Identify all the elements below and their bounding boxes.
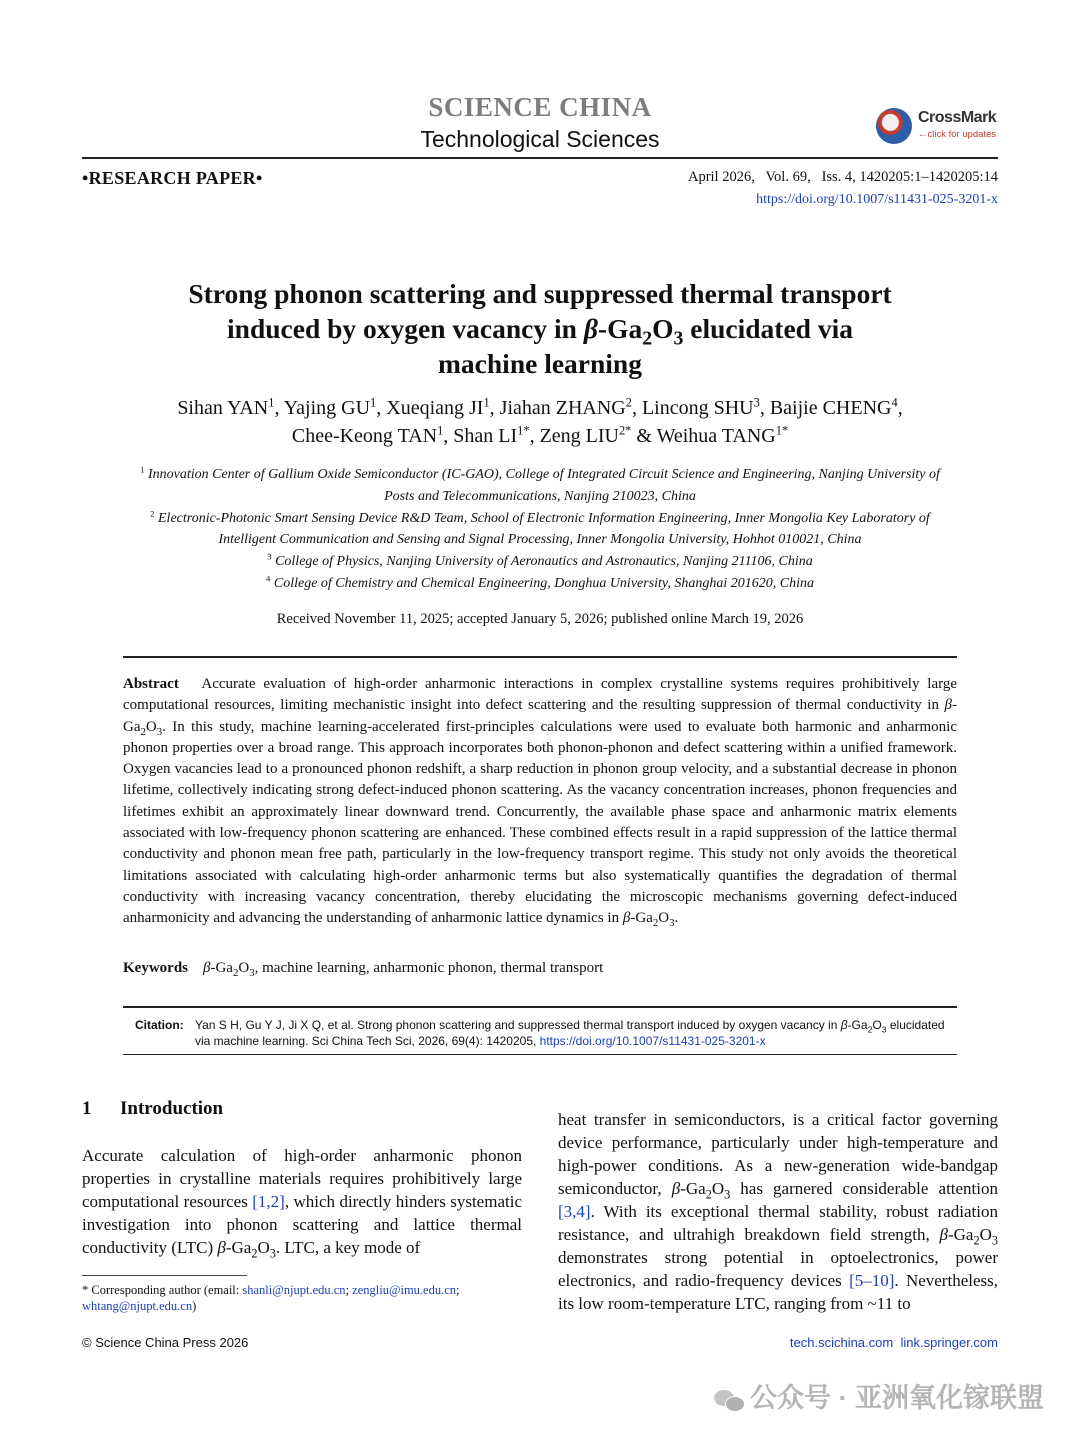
received-dates: Received November 11, 2025; accepted January 5, 2026; published online March 19, 2026	[276, 611, 804, 627]
section-number: 1	[82, 1098, 92, 1119]
affiliation-marker: 1	[268, 395, 275, 410]
beta-symbol: β	[944, 697, 952, 714]
chem-formula	[939, 1225, 998, 1248]
author-name: Lincong SHU	[641, 397, 754, 419]
affiliation-text: Electronic-Photonic Smart Sensing Device R&D Team, School of Electronic Information Engineering, Inner Mongolia Key Laboratory of	[158, 510, 930, 526]
chem-part: -Ga	[123, 697, 957, 735]
author-name: Weihua TANG	[656, 425, 776, 447]
crossmark-subtitle: ←click for updates	[918, 129, 997, 140]
affiliation-marker: 2	[625, 395, 632, 410]
abstract-rule	[123, 656, 957, 658]
subscript: 3	[669, 917, 675, 930]
abstract-text: Accurate evaluation of high-order anharmonic interactions in complex crystalline systems requires prohibitively large computational resources, limiting mechanistic insight into defect scattering and the resulting suppression of thermal conductivity in	[123, 676, 957, 714]
footer-link-springer[interactable]: link.springer.com	[900, 1335, 998, 1350]
chem-part: O	[145, 718, 157, 735]
beta-symbol: β	[203, 960, 211, 976]
citation-box	[135, 1017, 955, 1049]
title-line-2	[100, 311, 980, 350]
body-text: . LTC, a key mode of	[275, 1238, 421, 1257]
watermark	[714, 1376, 1044, 1415]
section-title: Introduction	[120, 1098, 224, 1119]
citation-part: elucidated via machine learning. Sci China Tech Sci, 2026, 69(4): 1420205,	[195, 1018, 945, 1048]
affiliation-item	[110, 551, 970, 573]
footer-links	[790, 1335, 998, 1350]
keywords-label: Keywords	[123, 960, 188, 976]
subscript: 2	[867, 1024, 873, 1035]
author-list	[100, 394, 980, 450]
affiliation-item	[110, 508, 970, 530]
chem-part: -Ga	[630, 910, 653, 927]
affiliation-number: 1	[140, 464, 145, 475]
body-text: . With its exceptional thermal stability, robust radiation resistance, and ultrahigh breakdown field strength,	[558, 1202, 998, 1244]
intro-column-right	[558, 1108, 998, 1315]
subscript: 3	[991, 1233, 998, 1248]
subscript: 2	[705, 1187, 712, 1202]
keywords-text: , machine learning, anharmonic phonon, thermal transport	[254, 960, 604, 976]
body-text: demonstrates strong potential in optoelectronics, power electronics, and radio-frequency devices	[558, 1248, 998, 1290]
intro-column-left	[82, 1144, 522, 1259]
subscript: 3	[881, 1024, 887, 1035]
author-separator: ,	[376, 397, 387, 419]
body-text: heat transfer in semiconductors, is a critical factor governing device performance, particularly under high-temperature and high-power conditions. As a new-generation wide-bandgap semiconductor,	[558, 1110, 998, 1198]
beta-symbol: β	[583, 313, 598, 344]
title-text: O	[652, 313, 674, 344]
affiliation-marker: 3	[753, 395, 760, 410]
crossmark-icon	[876, 108, 912, 144]
abstract-label: Abstract	[123, 676, 179, 692]
affiliation-marker: 1*	[775, 423, 789, 438]
chem-formula	[840, 1018, 887, 1035]
affiliation-number: 2	[150, 507, 155, 518]
affiliation-text: Posts and Telecommunications, Nanjing 210023, China	[384, 488, 696, 504]
citation-part: Yan S H, Gu Y J, Ji X Q, et al. Strong phonon scattering and suppressed thermal transport induced by oxygen vacancy in	[195, 1018, 841, 1032]
email-link[interactable]: shanli@njupt.edu.cn	[242, 1283, 346, 1297]
affiliation-text: College of Physics, Nanjing University of Aeronautics and Astronautics, Nanjing 211106, China	[275, 554, 813, 570]
title-text: elucidated via	[683, 313, 853, 344]
title-text: -Ga	[597, 313, 643, 344]
affiliation-item	[110, 573, 970, 595]
watermark-text: 公众号 · 亚洲氧化镓联盟	[750, 1383, 1044, 1413]
chem-part: O	[711, 1179, 725, 1198]
subscript: 2	[652, 917, 659, 930]
subscript: 3	[724, 1187, 731, 1202]
body-text: , which directly hinders systematic investigation into phonon scattering and lattice thermal conductivity (LTC)	[82, 1192, 522, 1257]
citation-rule-bottom	[123, 1054, 957, 1055]
subscript: 3	[673, 327, 684, 350]
beta-symbol: β	[622, 910, 631, 927]
keywords	[123, 960, 957, 977]
affiliation-text: Intelligent Communication and Sensing and Signal Processing, Inner Mongolia University, Hohhot 010021, China	[218, 532, 862, 548]
reference-link[interactable]: [5–10]	[849, 1271, 895, 1290]
author-name: Xueqiang JI	[386, 397, 484, 419]
chem-part: -Ga	[210, 960, 233, 976]
footnote-text: ;	[456, 1283, 460, 1297]
copyright: © Science China Press 2026	[82, 1335, 249, 1350]
wechat-icon	[714, 1388, 744, 1412]
affiliation-marker: 1	[370, 395, 377, 410]
subscript: 3	[249, 967, 255, 979]
chem-part: -Ga	[947, 1225, 974, 1244]
affiliation-marker: 1	[483, 395, 490, 410]
abstract-text: . In this study, machine learning-accelerated first-principles calculations were used to evaluate both harmonic and anharmonic phonon properties over a broad range. This approach incorporates both phonon-phonon and defect scattering within a unified framework. Oxygen vacancies lead to a pronounced phonon redshift, a sharp reduction in phonon group velocity, and a substantial decrease in phonon lifetime, collectively indicating strong defect-induced phonon scattering. As the vacancy concentration increases, phonon frequencies and lifetimes exhibit an approximately linear downward trend. Concurrently, the available phase space and anharmonic matrix elements associated with low-frequency phonon scattering are enhanced. These combined effects result in a rapid suppression of the lattice thermal conductivity and phonon mean free path, particularly in the low-frequency transport regime. This study not only avoids the theoretical limitations associated with calculating high-order anharmonic terms but also systematically quantifies the degradation of thermal conductivity with increasing vacancy concentration, thereby elucidating the microscopic mechanisms governing defect-induced anharmonicity and advancing the understanding of anharmonic lattice dynamics in	[123, 718, 957, 927]
title-line-1: Strong phonon scattering and suppressed thermal transport	[188, 278, 892, 309]
author-line-1	[100, 394, 980, 422]
issue-info: April 2026, Vol. 69, Iss. 4, 1420205:1–1420205:14	[687, 169, 998, 185]
reference-link[interactable]: [3,4]	[558, 1202, 591, 1221]
author-separator: ,	[489, 397, 500, 419]
body-text: has garnered considerable attention	[730, 1179, 999, 1198]
paper-title	[100, 276, 980, 381]
abstract-text: .	[674, 910, 679, 927]
beta-symbol: β	[939, 1225, 948, 1244]
subscript: 2	[140, 725, 146, 738]
subscript: 2	[251, 1246, 258, 1261]
title-line-3: machine learning	[438, 348, 642, 379]
email-link[interactable]: whtang@njupt.edu.cn	[82, 1299, 193, 1313]
author-name: Chee-Keong TAN	[291, 425, 438, 447]
author-name: Jiahan ZHANG	[499, 397, 626, 419]
affiliation-marker: 1	[437, 423, 444, 438]
title-text: induced by oxygen vacancy in	[227, 313, 584, 344]
crossmark-badge[interactable]	[876, 106, 1006, 148]
corresponding-author-footnote	[82, 1282, 522, 1314]
footnote-rule	[82, 1275, 247, 1276]
chem-part: O	[658, 910, 670, 927]
section-heading	[82, 1098, 223, 1120]
citation-doi-link[interactable]: https://doi.org/10.1007/s11431-025-3201-x	[539, 1034, 766, 1048]
affiliation-number: 3	[267, 551, 272, 562]
chem-part: -Ga	[225, 1238, 252, 1257]
affiliation-marker: 2*	[618, 423, 632, 438]
affiliation-text: College of Chemistry and Chemical Engineering, Donghua University, Shanghai 201620, China	[273, 575, 814, 591]
affiliation-marker: 1*	[517, 423, 530, 438]
author-separator: ,	[529, 425, 540, 447]
footnote-text: * Corresponding author (email:	[82, 1283, 243, 1297]
author-separator: ,	[631, 397, 642, 419]
chem-formula	[622, 910, 675, 930]
paper-type: •RESEARCH PAPER•	[82, 168, 263, 188]
email-link[interactable]: zengliu@imu.edu.cn	[352, 1283, 457, 1297]
journal-subtitle: Technological Sciences	[420, 126, 660, 152]
beta-symbol: β	[217, 1238, 226, 1257]
author-name: Baijie CHENG	[769, 397, 892, 419]
subscript: 2	[973, 1233, 980, 1248]
footnote-text: ;	[345, 1283, 353, 1297]
chem-part: O	[979, 1225, 992, 1244]
chem-part: -Ga	[680, 1179, 706, 1198]
author-line-2	[100, 422, 980, 450]
footnote-text: )	[192, 1299, 197, 1313]
chem-part: O	[257, 1238, 270, 1257]
chem-formula	[203, 960, 255, 979]
beta-symbol: β	[840, 1018, 848, 1032]
doi-link-text[interactable]: https://doi.org/10.1007/s11431-025-3201-x	[756, 192, 998, 207]
author-separator: &	[631, 425, 657, 447]
chem-part: -Ga	[847, 1018, 868, 1032]
doi-link[interactable]	[756, 192, 998, 208]
header-rule	[82, 157, 998, 159]
footer-link-tech[interactable]: tech.scichina.com	[789, 1335, 894, 1350]
crossmark-title: CrossMark	[918, 109, 997, 126]
journal-name: SCIENCE CHINA	[428, 92, 652, 122]
author-separator: ,	[443, 425, 454, 447]
author-name: Zeng LIU	[539, 425, 619, 447]
beta-symbol: β	[671, 1179, 681, 1198]
chem-formula	[671, 1179, 731, 1202]
affiliation-list	[110, 464, 970, 595]
author-separator: ,	[274, 397, 284, 419]
author-name: Yajing GU	[283, 397, 371, 419]
chem-formula	[217, 1238, 276, 1261]
author-separator: ,	[759, 397, 770, 419]
chem-part: O	[872, 1018, 882, 1032]
body-text: Accurate calculation of high-order anharmonic phonon properties in crystalline materials requires prohibitively large computational resources	[82, 1146, 522, 1211]
body-text: . Nevertheless, its low room-temperature LTC, ranging from ~11 to	[558, 1271, 998, 1313]
affiliation-text: Innovation Center of Gallium Oxide Semiconductor (IC-GAO), College of Integrated Circuit Science and Engineering, Nanjing University of	[147, 467, 940, 482]
affiliation-number: 4	[266, 573, 271, 584]
subscript: 2	[232, 967, 239, 979]
citation-rule-top	[123, 1006, 957, 1008]
reference-link[interactable]: [1,2]	[252, 1192, 285, 1211]
subscript: 3	[156, 725, 163, 738]
citation-text	[195, 1017, 955, 1049]
affiliation-item	[110, 464, 970, 486]
chem-part: O	[238, 960, 250, 976]
subscript: 3	[269, 1246, 276, 1261]
abstract	[123, 674, 957, 930]
author-name: Sihan YAN	[177, 397, 269, 419]
citation-label: Citation:	[135, 1018, 184, 1032]
author-separator: ,	[897, 397, 903, 419]
subscript: 2	[642, 327, 653, 350]
affiliation-marker: 4	[891, 395, 898, 410]
author-name: Shan LI	[453, 425, 518, 447]
